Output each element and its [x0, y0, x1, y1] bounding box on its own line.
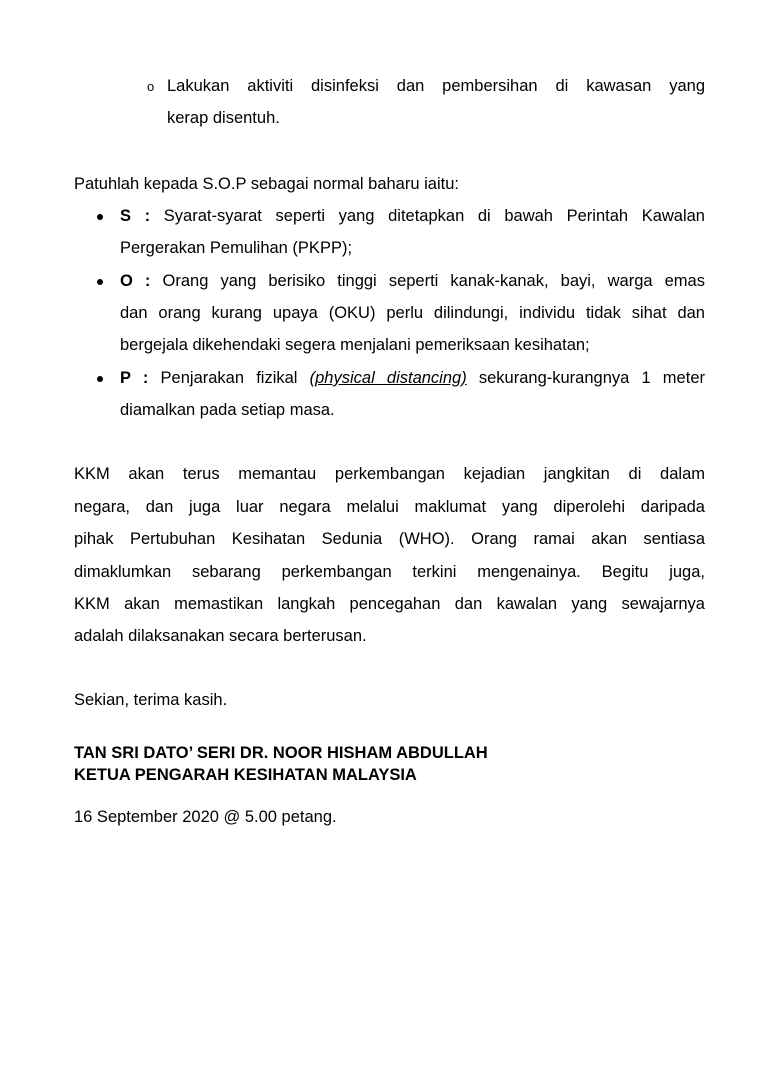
- sop-item-p-italic: (physical distancing): [309, 369, 467, 387]
- sub-bullet-line-1: Lakukan aktiviti disinfeksi dan pembersihan di kawasan yang: [167, 77, 705, 95]
- sop-item-p-text-pre: Penjarakan fizikal: [160, 369, 298, 387]
- sop-item-o-line-2: dan orang kurang upaya (OKU) perlu dilindungi, individu tidak sihat dan: [120, 304, 705, 322]
- sop-item-p-text-post: sekurang-kurangnya 1 meter: [478, 369, 705, 387]
- sop-item-s-line-2: Pergerakan Pemulihan (PKPP);: [120, 239, 353, 257]
- bullet-dot: [97, 376, 103, 382]
- kkm-paragraph-line-3: pihak Pertubuhan Kesihatan Sedunia (WHO). Orang ramai akan sentiasa: [74, 530, 705, 548]
- closing-text: Sekian, terima kasih.: [74, 691, 228, 709]
- signature-title: KETUA PENGARAH KESIHATAN MALAYSIA: [74, 766, 417, 784]
- sop-item-p-key: P :: [120, 369, 149, 387]
- sop-item-p-line-1: [120, 368, 705, 388]
- sop-item-p-line-2: diamalkan pada setiap masa.: [120, 401, 335, 419]
- sub-bullet-line-2: kerap disentuh.: [167, 109, 280, 127]
- kkm-paragraph-line-1: KKM akan terus memantau perkembangan kejadian jangkitan di dalam: [74, 465, 705, 483]
- kkm-paragraph-line-4: dimaklumkan sebarang perkembangan terkini mengenainya. Begitu juga,: [74, 563, 705, 581]
- sop-item-s-text: Syarat-syarat seperti yang ditetapkan di bawah Perintah Kawalan: [163, 207, 705, 225]
- kkm-paragraph-line-6: adalah dilaksanakan secara berterusan.: [74, 627, 367, 645]
- sop-item-o-text: Orang yang berisiko tinggi seperti kanak-kanak, bayi, warga emas: [162, 272, 705, 290]
- sop-item-o-line-3: bergejala dikehendaki segera menjalani pemeriksaan kesihatan;: [120, 336, 590, 354]
- sop-item-o-line-1: [120, 271, 705, 291]
- signature-name: TAN SRI DATO’ SERI DR. NOOR HISHAM ABDULLAH: [74, 744, 488, 762]
- sop-item-s-key: S :: [120, 207, 151, 225]
- sop-item-s-line-1: [120, 206, 705, 226]
- kkm-paragraph-line-2: negara, dan juga luar negara melalui maklumat yang diperolehi daripada: [74, 498, 705, 516]
- bullet-dot: [97, 279, 103, 285]
- sop-intro: Patuhlah kepada S.O.P sebagai normal baharu iaitu:: [74, 175, 459, 193]
- sop-item-o-key: O :: [120, 272, 151, 290]
- bullet-dot: [97, 214, 103, 220]
- date-line: 16 September 2020 @ 5.00 petang.: [74, 808, 337, 826]
- sub-bullet-marker: o: [147, 79, 155, 94]
- kkm-paragraph-line-5: KKM akan memastikan langkah pencegahan dan kawalan yang sewajarnya: [74, 595, 705, 613]
